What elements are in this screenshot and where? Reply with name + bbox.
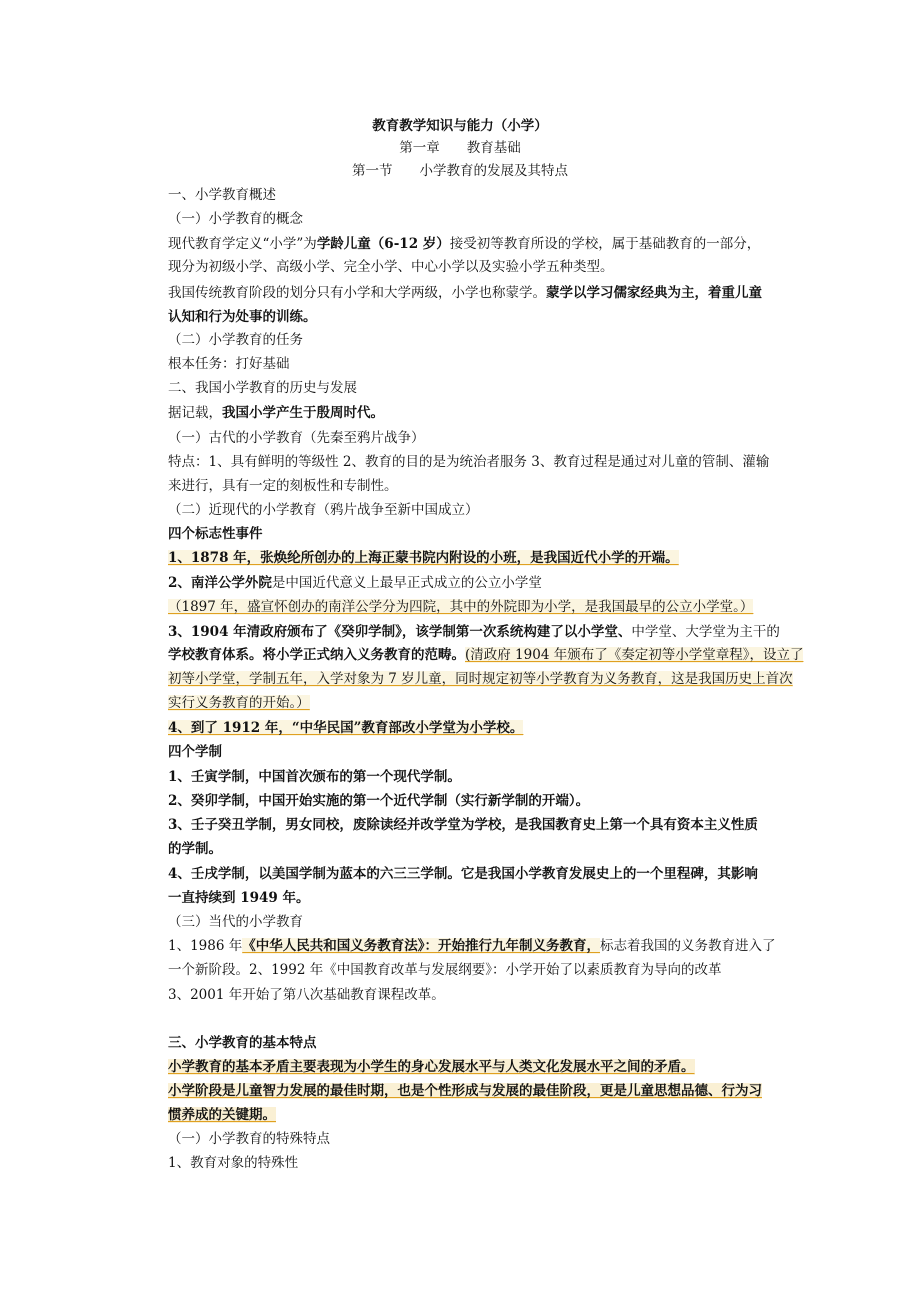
system-4-line2: 一直持续到 1949 年。: [168, 890, 310, 906]
paragraph-definition-line2: 现分为初级小学、高级小学、完全小学、中心小学以及实验小学五种类型。: [168, 259, 614, 275]
event-4: 4、到了 1912 年，“中华民国”教育部改小学堂为小学校。: [168, 720, 524, 736]
system-3-line1: 3、壬子癸丑学制，男女同校，废除读经并改学堂为学校，是我国教育史上第一个具有资本主义性质: [168, 817, 758, 833]
heading-ancient: （一）古代的小学教育（先秦至鸦片战争）: [168, 430, 425, 446]
event-2: 2、南洋公学外院是中国近代意义上最早正式成立的公立小学堂: [168, 575, 542, 591]
paragraph-definition-line1: 现代教育学定义“小学”为学龄儿童（6-12 岁）接受初等教育所设的学校，属于基础教育的一部分，: [168, 236, 761, 252]
heading-history: 二、我国小学教育的历史与发展: [168, 380, 357, 396]
paragraph-tradition-line1: 我国传统教育阶段的划分只有小学和大学两级，小学也称蒙学。蒙学以学习儒家经典为主，着重儿童: [168, 285, 762, 301]
section-heading: 第一节 小学教育的发展及其特点: [352, 163, 568, 179]
event-1: 1、1878 年，张焕纶所创办的上海正蒙书院内附设的小班，是我国近代小学的开端。: [168, 550, 679, 566]
event-3-line4: 实行义务教育的开始。）: [168, 695, 310, 711]
system-1: 1、壬寅学制，中国首次颁布的第一个现代学制。: [168, 769, 461, 785]
heading-modern: （二）近现代的小学教育（鸦片战争至新中国成立）: [168, 502, 479, 518]
heading-overview: 一、小学教育概述: [168, 187, 276, 203]
term-school-age: 学龄儿童（6-12 岁）: [316, 236, 450, 252]
paragraph-contradiction: 小学教育的基本矛盾主要表现为小学生的身心发展水平与人类文化发展水平之间的矛盾。: [168, 1059, 695, 1075]
heading-special-features: （一）小学教育的特殊特点: [168, 1131, 330, 1147]
paragraph-best-period-line2: 惯养成的关键期。: [168, 1107, 276, 1123]
document-title: 教育教学知识与能力（小学）: [372, 118, 548, 134]
heading-contemporary: （三）当代的小学教育: [168, 914, 303, 930]
heading-task: （二）小学教育的任务: [168, 332, 303, 348]
paragraph-ancient-line1: 特点：1、具有鲜明的等级性 2、教育的目的是为统治者服务 3、教育过程是通过对儿童的管制、灌输: [168, 454, 770, 470]
contemporary-line2: 一个新阶段。2、1992 年《中国教育改革与发展纲要》：小学开始了以素质教育为导向的改革: [168, 962, 722, 978]
text-object-specialty: 1、教育对象的特殊性: [168, 1155, 299, 1171]
event-3-line2: 学校教育体系。将小学正式纳入义务教育的范畴。(清政府 1904 年颁布了《奏定初等小学堂章程》，设立了: [168, 647, 804, 663]
contemporary-line1: 1、1986 年《中华人民共和国义务教育法》：开始推行九年制义务教育，标志着我国的义务教育进入了: [168, 938, 776, 954]
event-3-line3: 初等小学堂，学制五年，入学对象为 7 岁儿童，同时规定初等小学教育为义务教育，这是我国历史上首次: [168, 671, 793, 687]
heading-characteristics: 三、小学教育的基本特点: [168, 1035, 317, 1051]
paragraph-ancient-line2: 来进行，具有一定的刻板性和专制性。: [168, 478, 398, 494]
system-4-line1: 4、壬戌学制，以美国学制为蓝本的六三三学制。它是我国小学教育发展史上的一个里程碑，其影响: [168, 866, 758, 882]
heading-four-systems: 四个学制: [168, 744, 222, 760]
paragraph-best-period-line1: 小学阶段是儿童智力发展的最佳时期，也是个性形成与发展的最佳阶段，更是儿童思想品德、行为习: [168, 1083, 762, 1099]
heading-concept: （一）小学教育的概念: [168, 211, 303, 227]
heading-four-events: 四个标志性事件: [168, 526, 263, 542]
text-task: 根本任务：打好基础: [168, 356, 290, 372]
system-2: 2、癸卯学制，中国开始实施的第一个近代学制（实行新学制的开端）。: [168, 793, 590, 809]
contemporary-line3: 3、2001 年开始了第八次基础教育课程改革。: [168, 987, 445, 1003]
event-2-note: （1897 年，盛宣怀创办的南洋公学分为四院，其中的外院即为小学，是我国最早的公立小学堂。）: [168, 599, 754, 615]
system-3-line2: 的学制。: [168, 841, 222, 857]
chapter-heading: 第一章 教育基础: [399, 140, 521, 156]
paragraph-tradition-line2: 认知和行为处事的训练。: [168, 309, 317, 325]
paragraph-origin: 据记载，我国小学产生于殷周时代。: [168, 405, 384, 421]
event-3-line1: 3、1904 年清政府颁布了《癸卯学制》，该学制第一次系统构建了以小学堂、中学堂、大学堂为主干的: [168, 624, 780, 640]
